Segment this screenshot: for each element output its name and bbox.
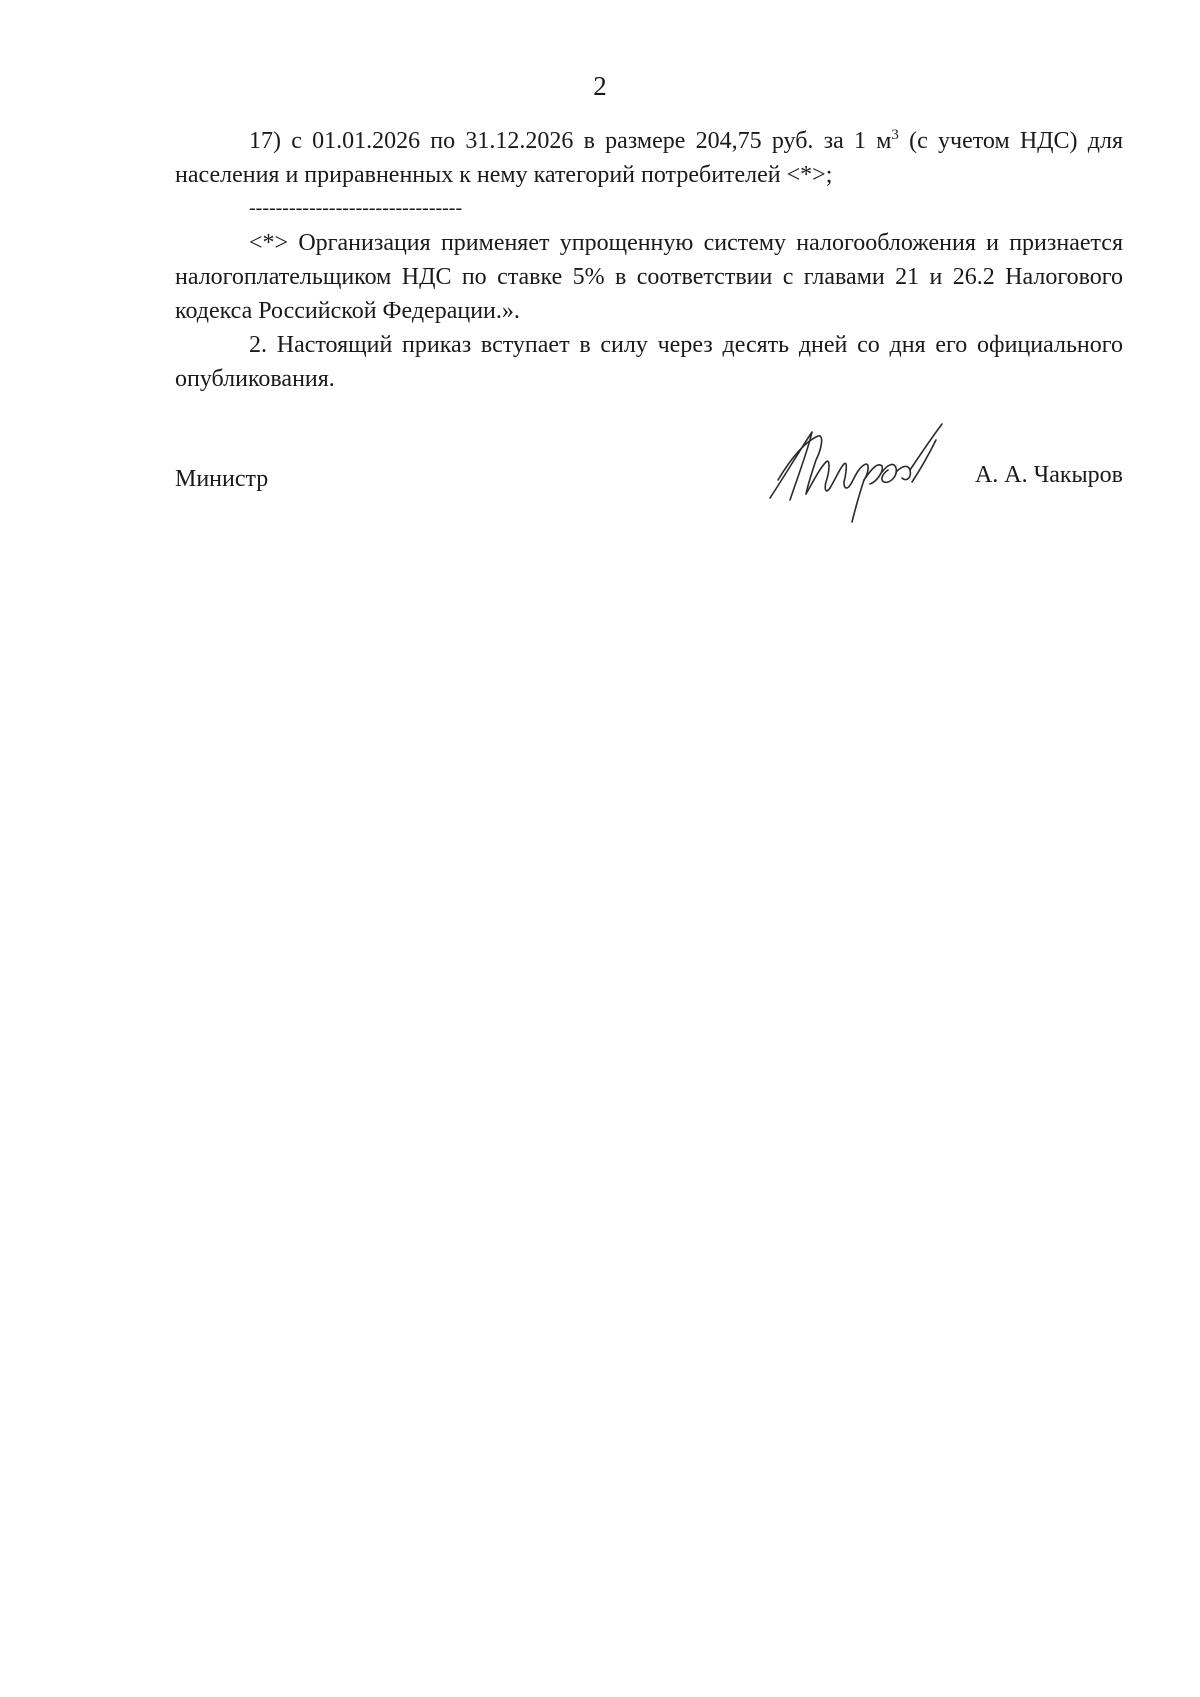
signer-name: А. А. Чакыров [974,462,1123,488]
clause-2-paragraph: 2. Настоящий приказ вступает в силу через десять дней со дня его официального опубликования. [175,332,1123,392]
footnote-paragraph: <*> Организация применяет упрощенную систему налогообложения и признается налогоплательщиком НДС по ставке 5% в соответствии с главами 21 и 26.2 Налогового кодекса Российской Федерации.». [175,230,1123,324]
item-17-text-start: 17) с 01.01.2026 по 31.12.2026 в размере 204,75 руб. за 1 м [249,128,892,154]
item-17-paragraph [175,124,1123,192]
document-body [175,124,1123,396]
footnote-divider: -------------------------------- [249,198,463,218]
cubic-superscript: 3 [891,127,899,143]
page-number: 2 [593,71,607,101]
signature-block [175,420,1123,540]
handwritten-signature [760,420,960,530]
signer-position: Министр [175,466,269,492]
item-17-text-end: (с учетом НДС) для населения и приравненных к нему категорий потребителей <*>; [175,128,1123,188]
